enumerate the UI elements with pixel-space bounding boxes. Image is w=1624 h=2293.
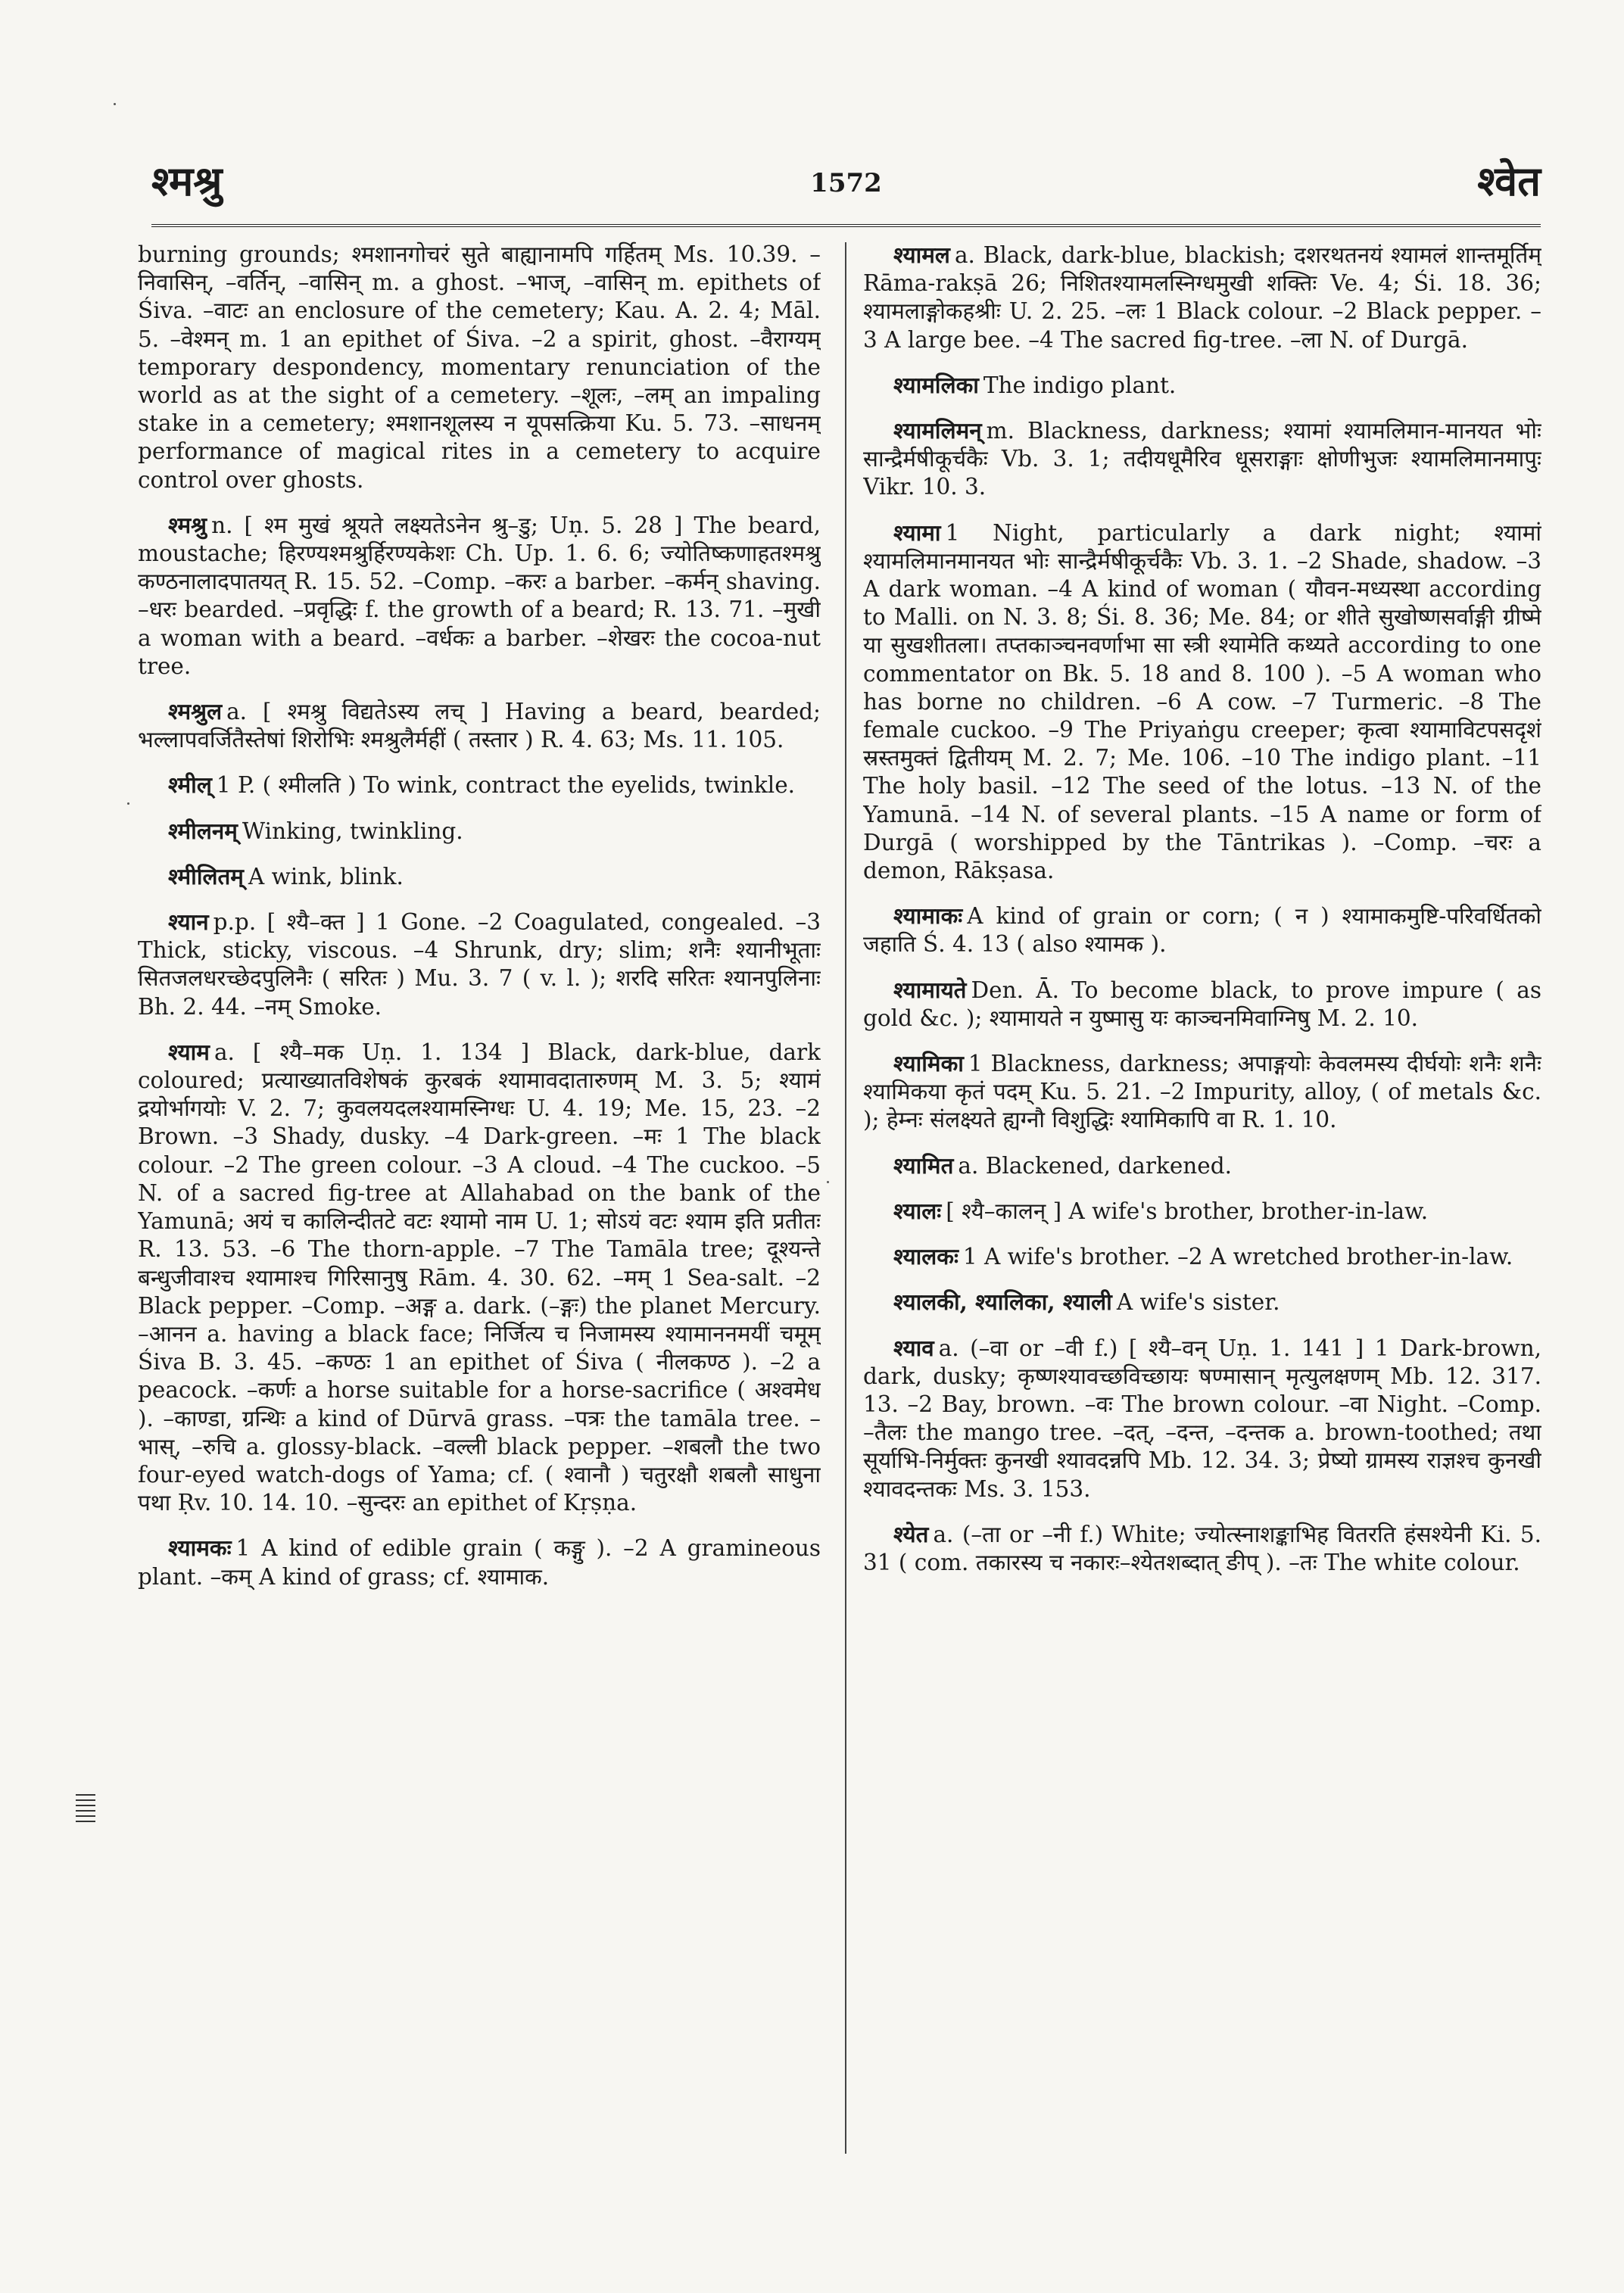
entry-headword: श्मीलितम् <box>168 862 244 889</box>
entry-headword: श्यामायते <box>893 976 967 1003</box>
entry-headword: श्यामा <box>893 519 941 546</box>
page-header <box>151 151 1541 212</box>
entry-definition: 1 P. ( श्मीलति ) To wink, contract the eyelids, twinkle. <box>216 772 796 799</box>
entry-headword: श्मीलनम् <box>168 817 238 844</box>
dictionary-entry <box>863 1049 1541 1135</box>
dictionary-entry <box>863 371 1541 400</box>
entry-definition: A wife's sister. <box>1116 1289 1280 1316</box>
entry-definition: a. (–वा or –वी f.) [ श्यै–वन् Uṇ. 1. 141 ] 1 Dark-brown, dark, dusky; कृष्णश्यावच्छविच्छायः षण्मासान् मृत्युलक्षणम् Mb. 12. 317. 13. –2 Bay, brown. –वः The brown colour. –वा Night. –Comp. –तैलः the mango tree. –दत्, –दन्त, –दन्तक a. brown-toothed; तथा सूर्याभि-निर्मुक्तः कुनखी श्यावदन्नपि Mb. 12. 34. 3; प्रेष्यो ग्रामस्य राज्ञश्च कुनखी श्यावदन्तकः Ms. 3. 153. <box>863 1335 1541 1502</box>
right-guide-word: श्वेत <box>1477 157 1541 205</box>
entry-definition: 1 Night, particularly a dark night; श्यामां श्यामलिमानमानयत भोः सान्द्रैर्मषीकूर्चकैः Vb. 3. 1. –2 Shade, shadow. –3 A dark woman. –4 A kind of woman ( यौवन-मध्यस्था according to Malli. on N. 3. 8; Śi. 8. 36; Me. 84; or शीते सुखोष्णसर्वाङ्गी ग्रीष्मे या सुखशीतला। तप्तकाञ्चनवर्णाभा सा स्त्री श्यामेति कथ्यते according to one commentator on Bk. 5. 18 and 8. 100 ). –5 A woman who has borne no children. –6 A cow. –7 Turmeric. –8 The female cuckoo. –9 The Priyaṅgu creeper; कृत्वा श्यामाविटपसदृशं स्रस्तमुक्तं द्वितीयम् M. 2. 7; Me. 106. –10 The indigo plant. –11 The holy basil. –12 The seed of the lotus. –13 N. of the Yamunā. –14 N. of several plants. –15 A name or form of Durgā ( worshipped by the Tāntrikas ). –Comp. –चरः a demon, Rākṣasa. <box>863 519 1541 884</box>
dictionary-entry <box>138 862 821 891</box>
dictionary-entry <box>138 697 821 754</box>
dictionary-entry <box>863 519 1541 886</box>
entry-headword: श्यामिका <box>893 1050 964 1077</box>
entry-definition: 1 Blackness, darkness; अपाङ्गयोः केवलमस्य दीर्घयोः शनैः शनैः श्यामिकया कृतं पदम् Ku. 5. 21. –2 Impurity, alloy, ( of metals &c. ); हेम्नः संलक्ष्यते ह्यग्नौ विशुद्धिः श्यामिकापि वा R. 1. 10. <box>863 1051 1541 1133</box>
entry-headword: श्यालः <box>893 1197 942 1224</box>
dictionary-entry <box>863 1334 1541 1503</box>
entry-headword: श्यालकः <box>893 1243 959 1270</box>
entry-definition: p.p. [ श्यै–क्त ] 1 Gone. –2 Coagulated, congealed. –3 Thick, sticky, viscous. –4 Shrunk, dry; slim; शनैः श्यानीभूताः सितजलधरच्छेदपुलिनैः ( सरितः ) Mu. 3. 7 ( v. l. ); शरदि सरितः श्यानपुलिनाः Bh. 2. 44. –नम् Smoke. <box>138 909 821 1020</box>
dictionary-entry <box>863 902 1541 958</box>
entry-definition: a. Blackened, darkened. <box>958 1152 1233 1179</box>
scan-speck <box>827 1181 829 1183</box>
dictionary-entry <box>138 771 821 799</box>
right-column <box>863 241 1541 2042</box>
dictionary-entry <box>863 1197 1541 1226</box>
entry-definition: A kind of grain or corn; ( न ) श्यामाकमुष्टि-परिवर्धितको जहाति Ś. 4. 13 ( also श्यामक ). <box>863 903 1541 958</box>
entry-definition: m. Blackness, darkness; श्यामां श्यामलिमान-मानयत भोः सान्द्रैर्मषीकूर्चकैः Vb. 3. 1; तदीयधूमैरिव धूसराङ्गाः क्षोणीभुजः श्यामलिमानमापुः Vikr. 10. 3. <box>863 418 1541 500</box>
entry-headword: श्यामकः <box>168 1534 232 1562</box>
dictionary-entry <box>863 1288 1541 1316</box>
scan-speck <box>114 103 116 105</box>
entry-definition: a. [ श्यै–मक Uṇ. 1. 134 ] Black, dark-blue, dark coloured; प्रत्याख्यातविशेषकं कुरबकं श्यामावदातारुणम् M. 3. 5; श्यामं द्रयोर्भागयोः V. 2. 7; कुवलयदलश्यामस्निग्धः U. 4. 19; Me. 15, 23. –2 Brown. –3 Shady, dusky. –4 Dark-green. –मः 1 The black colour. –2 The green colour. –3 A cloud. –4 The cuckoo. –5 N. of a sacred fig-tree at Allahabad on the bank of the Yamunā; अयं च कालिन्दीतटे वटः श्यामो नाम U. 1; सोऽयं वटः श्याम इति प्रतीतः R. 13. 53. –6 The thorn-apple. –7 The Tamāla tree; दूश्यन्ते बन्धुजीवाश्च श्यामाश्च गिरिसानुषु Rām. 4. 30. 62. –मम् 1 Sea-salt. –2 Black pepper. –Comp. –अङ्ग a. dark. (–ङ्गः) the planet Mercury. –आनन a. having a black face; निर्जित्य च निजामस्य श्यामाननमयीं चमूम् Śiva B. 3. 45. –कण्ठः 1 an epithet of Śiva ( नीलकण्ठ ). –2 a peacock. –कर्णः a horse suitable for a horse-sacrifice ( अश्वमेध ). –काण्डा, ग्रन्थिः a kind of Dūrvā grass. –पत्रः the tamāla tree. –भास्, –रुचि a. glossy-black. –वल्ली black pepper. –शबलौ the two four-eyed watch-dogs of Yama; cf. ( श्वानौ ) चतुरक्षौ शबलौ साधुना पथा Ṛv. 10. 14. 10. –सुन्दरः an epithet of Kṛṣṇa. <box>138 1039 821 1516</box>
dictionary-entry <box>863 976 1541 1033</box>
entry-definition: a. [ श्मश्रु विद्यतेऽस्य लच् ] Having a beard, bearded; भल्लापवर्जितैस्तेषां शिरोभिः श्मश्रुलैर्महीं ( तस्तार ) R. 4. 63; Ms. 11. 105. <box>138 699 821 753</box>
entry-headword: श्येत <box>893 1520 929 1547</box>
dictionary-entry <box>138 1038 821 1517</box>
entry-headword: श्याव <box>893 1334 934 1361</box>
entry-definition: [ श्यै–कालन् ] A wife's brother, brother-in-law. <box>946 1198 1429 1224</box>
entry-headword: श्मील् <box>168 771 212 799</box>
page-number: 1572 <box>810 168 882 198</box>
dictionary-entry <box>863 1520 1541 1577</box>
dictionary-entry <box>138 1534 821 1590</box>
dictionary-entry <box>138 908 821 1021</box>
left-guide-word: श्मश्रु <box>151 157 223 205</box>
entry-headword: श्यामलिमन् <box>893 417 982 444</box>
entry-headword: श्यालकी, श्यालिका, श्याली <box>893 1288 1112 1316</box>
entry-definition: n. [ श्म मुखं श्रूयते लक्ष्यतेऽनेन श्रु–डु; Uṇ. 5. 28 ] The beard, moustache; हिरण्यश्मश्रुर्हिरण्यकेशः Ch. Up. 1. 6. 6; ज्योतिष्कणाहतश्मश्रु कण्ठनालादपातयत् R. 15. 52. –Comp. –करः a barber. –कर्मन् shaving. –धरः bearded. –प्रवृद्धिः f. the growth of a beard; R. 13. 71. –मुखी a woman with a beard. –वर्धकः a barber. –शेखरः the cocoa-nut tree. <box>138 512 821 679</box>
entry-definition: A wink, blink. <box>248 863 404 889</box>
left-column <box>138 241 821 2179</box>
entry-definition: 1 A wife's brother. –2 A wretched brother-in-law. <box>962 1244 1513 1270</box>
dictionary-entry <box>863 1151 1541 1180</box>
dictionary-entry <box>863 241 1541 354</box>
margin-tick-marks <box>76 1794 95 1829</box>
entry-definition: burning grounds; श्मशानगोचरं सुते बाह्यानामपि गर्हितम् Ms. 10.39. –निवासिन्, –वर्तिन्, –वासिन् m. a ghost. –भाज्, –वासिन् m. epithets of Śiva. –वाटः an enclosure of the cemetery; Kau. A. 2. 4; Māl. 5. –वेश्मन् m. 1 an epithet of Śiva. –2 a spirit, ghost. –वैराग्यम् temporary despondency, momentary renunciation of the world as at the sight of a cemetery. –शूलः, –लम् an impaling stake in a cemetery; श्मशानशूलस्य न यूपसत्क्रिया Ku. 5. 73. –साधनम् performance of magical rites in a cemetery to acquire control over ghosts. <box>138 241 821 493</box>
entry-headword: श्याम <box>168 1038 210 1065</box>
entry-headword: श्यामाकः <box>893 902 963 930</box>
entry-headword: श्यामलिका <box>893 371 979 398</box>
header-rule <box>151 224 1541 230</box>
scan-speck <box>127 802 129 805</box>
entry-headword: श्यान <box>168 908 209 936</box>
column-divider <box>845 242 846 2154</box>
dictionary-entry <box>138 241 821 494</box>
dictionary-entry <box>138 817 821 846</box>
entry-definition: a. Black, dark-blue, blackish; दशरथतनयं श्यामलं शान्तमूर्तिम् Rāma-rakṣā 26; निशितश्यामलस्निग्धमुखी शक्तिः Ve. 4; Śi. 18. 36; श्यामलाङ्गोकहश्रीः U. 2. 25. –लः 1 Black colour. –2 Black pepper. –3 A large bee. –4 The sacred fig-tree. –ला N. of Durgā. <box>863 242 1541 353</box>
dictionary-entry <box>863 416 1541 502</box>
entry-definition: The indigo plant. <box>983 372 1177 398</box>
entry-headword: श्यामित <box>893 1151 954 1179</box>
entry-definition: a. (–ता or –नी f.) White; ज्योत्स्नाशङ्काभिह वितरति हंसश्येनी Ki. 5. 31 ( com. तकारस्य च नकारः–श्येतशब्दात् ङीप् ). –तः The white colour. <box>863 1521 1541 1575</box>
entry-definition: Den. Ā. To become black, to prove impure ( as gold &c. ); श्यामायते न युष्मासु यः काञ्चनमिवाग्निषु M. 2. 10. <box>863 977 1541 1031</box>
entry-headword: श्मश्रुल <box>168 698 223 725</box>
entry-headword: श्मश्रु <box>168 511 207 538</box>
dictionary-entry <box>863 1242 1541 1271</box>
entry-headword: श्यामल <box>893 241 950 268</box>
entry-definition: 1 A kind of edible grain ( कङ्गु ). –2 A gramineous plant. –कम् A kind of grass; cf. श्यामाक. <box>138 1535 821 1590</box>
entry-definition: Winking, twinkling. <box>242 818 463 844</box>
dictionary-entry <box>138 511 821 681</box>
